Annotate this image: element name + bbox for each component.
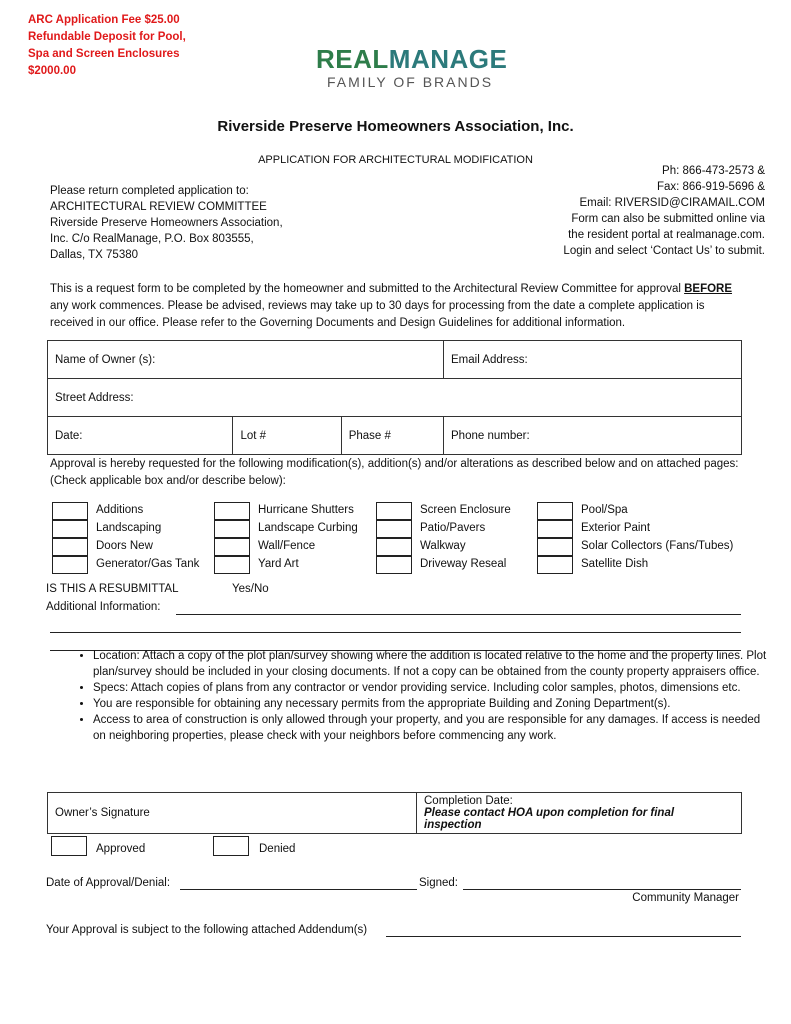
modification-label: Additions bbox=[96, 504, 144, 516]
resubmittal-label: IS THIS A RESUBMITTAL bbox=[46, 583, 179, 595]
modification-checkbox[interactable] bbox=[52, 520, 88, 538]
contact-line: Fax: 866-919-5696 & bbox=[656, 181, 765, 193]
modification-checkbox[interactable] bbox=[214, 556, 250, 574]
approval-request-text: Approval is hereby requested for the following modification(s), addition(s) and/or alterations as described below and on attached pages: (Check applicable box and/or describe below): bbox=[50, 458, 739, 487]
fee-line: ARC Application Fee $25.00 bbox=[28, 14, 180, 26]
modification-checkbox[interactable] bbox=[537, 556, 573, 574]
logo-manage: MANAGE bbox=[388, 44, 508, 74]
modification-checkbox[interactable] bbox=[52, 556, 88, 574]
contact-line: the resident portal at realmanage.com. bbox=[568, 229, 765, 241]
instruction-item: • Specs: Attach copies of plans from any contractor or vendor providing service. Including color samples, photos, dimensions etc. bbox=[93, 680, 773, 696]
logo-tagline: FAMILY OF BRANDS bbox=[327, 74, 494, 90]
fee-line: $2000.00 bbox=[28, 65, 76, 77]
denied-checkbox[interactable] bbox=[213, 836, 249, 856]
document-title: Riverside Preserve Homeowners Association, Inc. bbox=[217, 118, 574, 135]
intro-text: any work commences. Please be advised, reviews may take up to 30 days for processing from the date a complete application is received in our office. Please refer to the Governing Documents and Design Guidelines for additional information. bbox=[50, 300, 705, 329]
contact-line: Form can also be submitted online via bbox=[571, 213, 765, 225]
address-line: Dallas, TX 75380 bbox=[50, 249, 139, 261]
approved-checkbox[interactable] bbox=[51, 836, 87, 856]
modification-label: Walkway bbox=[420, 540, 466, 552]
modification-label: Hurricane Shutters bbox=[258, 504, 354, 516]
instructions-list bbox=[68, 648, 773, 744]
intro-paragraph bbox=[50, 281, 740, 332]
modification-checkbox[interactable] bbox=[214, 502, 250, 520]
email-field[interactable]: Email Address: bbox=[444, 341, 742, 379]
modification-checkbox[interactable] bbox=[537, 520, 573, 538]
yes-no-label: Yes/No bbox=[232, 583, 269, 595]
phone-field[interactable]: Phone number: bbox=[444, 417, 742, 455]
modification-label: Driveway Reseal bbox=[420, 558, 507, 570]
contact-line: Email: RIVERSID@CIRAMAIL.COM bbox=[579, 197, 765, 209]
modification-label: Wall/Fence bbox=[258, 540, 316, 552]
modification-checkbox[interactable] bbox=[376, 556, 412, 574]
contact-line: Login and select ‘Contact Us’ to submit. bbox=[563, 245, 765, 257]
contact-line: Ph: 866-473-2573 & bbox=[662, 165, 765, 177]
modification-label: Exterior Paint bbox=[581, 522, 651, 534]
completion-date-label: Completion Date: bbox=[424, 795, 513, 807]
phase-field[interactable]: Phase # bbox=[341, 417, 443, 455]
intro-emphasis: BEFORE bbox=[684, 283, 733, 295]
modification-checkbox[interactable] bbox=[52, 538, 88, 556]
modification-label: Doors New bbox=[96, 540, 153, 552]
community-manager-label: Community Manager bbox=[632, 892, 739, 904]
document-subtitle: APPLICATION FOR ARCHITECTURAL MODIFICATION bbox=[258, 154, 533, 166]
signed-line[interactable] bbox=[463, 889, 741, 890]
modification-checkbox[interactable] bbox=[214, 538, 250, 556]
modification-checkbox[interactable] bbox=[376, 538, 412, 556]
completion-date-cell[interactable] bbox=[417, 793, 742, 834]
address-line: Riverside Preserve Homeowners Association, bbox=[50, 217, 283, 229]
signed-label: Signed: bbox=[419, 877, 459, 889]
modification-label: Pool/Spa bbox=[581, 504, 628, 516]
owner-name-field[interactable]: Name of Owner (s): bbox=[48, 341, 444, 379]
address-line: ARCHITECTURAL REVIEW COMMITTEE bbox=[50, 201, 267, 213]
additional-info-label: Additional Information: bbox=[46, 601, 161, 613]
intro-text: This is a request form to be completed by the homeowner and submitted to the Architectural Review Committee for approval bbox=[50, 283, 685, 295]
street-address-field[interactable]: Street Address: bbox=[48, 379, 742, 417]
signature-table bbox=[47, 792, 742, 834]
modification-label: Satellite Dish bbox=[581, 558, 649, 570]
additional-info-line[interactable] bbox=[50, 632, 741, 633]
modification-checkbox[interactable] bbox=[52, 502, 88, 520]
modification-label: Yard Art bbox=[258, 558, 299, 570]
modification-label: Solar Collectors (Fans/Tubes) bbox=[581, 540, 734, 552]
return-address bbox=[50, 183, 283, 263]
owner-info-table bbox=[47, 340, 742, 455]
modification-checkbox[interactable] bbox=[537, 538, 573, 556]
date-of-approval-line[interactable] bbox=[180, 889, 417, 890]
instruction-item: • Location: Attach a copy of the plot plan/survey showing where the addition is located relative to the home and the property lines. Plot plan/survey should be included in your closing documents. If not a copy can be obtained from the county property appraisers office. bbox=[93, 648, 773, 680]
instruction-item: • You are responsible for obtaining any necessary permits from the appropriate Building and Zoning Department(s). bbox=[93, 696, 773, 712]
modification-checkbox[interactable] bbox=[376, 520, 412, 538]
completion-note: Please contact HOA upon completion for final inspection bbox=[424, 807, 675, 831]
addendum-line[interactable] bbox=[386, 936, 741, 937]
contact-info bbox=[563, 163, 765, 259]
date-of-approval-label: Date of Approval/Denial: bbox=[46, 877, 171, 889]
addendum-label: Your Approval is subject to the following attached Addendum(s) bbox=[46, 924, 368, 936]
approved-label: Approved bbox=[96, 843, 146, 855]
logo-real: REAL bbox=[316, 44, 389, 74]
modification-label: Landscape Curbing bbox=[258, 522, 358, 534]
date-field[interactable]: Date: bbox=[48, 417, 233, 455]
denied-label: Denied bbox=[259, 843, 296, 855]
owner-signature-field[interactable]: Owner’s Signature bbox=[48, 793, 417, 834]
additional-info-line[interactable] bbox=[176, 614, 741, 615]
modification-checkbox[interactable] bbox=[537, 502, 573, 520]
instruction-item: • Access to area of construction is only allowed through your property, and you are responsible for any damages. If access is needed on neighboring properties, please check with your neighbors before commencing any work. bbox=[93, 712, 773, 744]
company-logo bbox=[316, 44, 507, 74]
address-line: Inc. C/o RealManage, P.O. Box 803555, bbox=[50, 233, 254, 245]
fee-line: Refundable Deposit for Pool, bbox=[28, 31, 186, 43]
modification-label: Screen Enclosure bbox=[420, 504, 511, 516]
fee-notice bbox=[28, 12, 186, 80]
fee-line: Spa and Screen Enclosures bbox=[28, 48, 180, 60]
modification-checkbox[interactable] bbox=[214, 520, 250, 538]
modification-label: Patio/Pavers bbox=[420, 522, 486, 534]
lot-field[interactable]: Lot # bbox=[233, 417, 341, 455]
modification-label: Landscaping bbox=[96, 522, 162, 534]
modification-checkbox[interactable] bbox=[376, 502, 412, 520]
address-line: Please return completed application to: bbox=[50, 185, 249, 197]
modification-label: Generator/Gas Tank bbox=[96, 558, 200, 570]
